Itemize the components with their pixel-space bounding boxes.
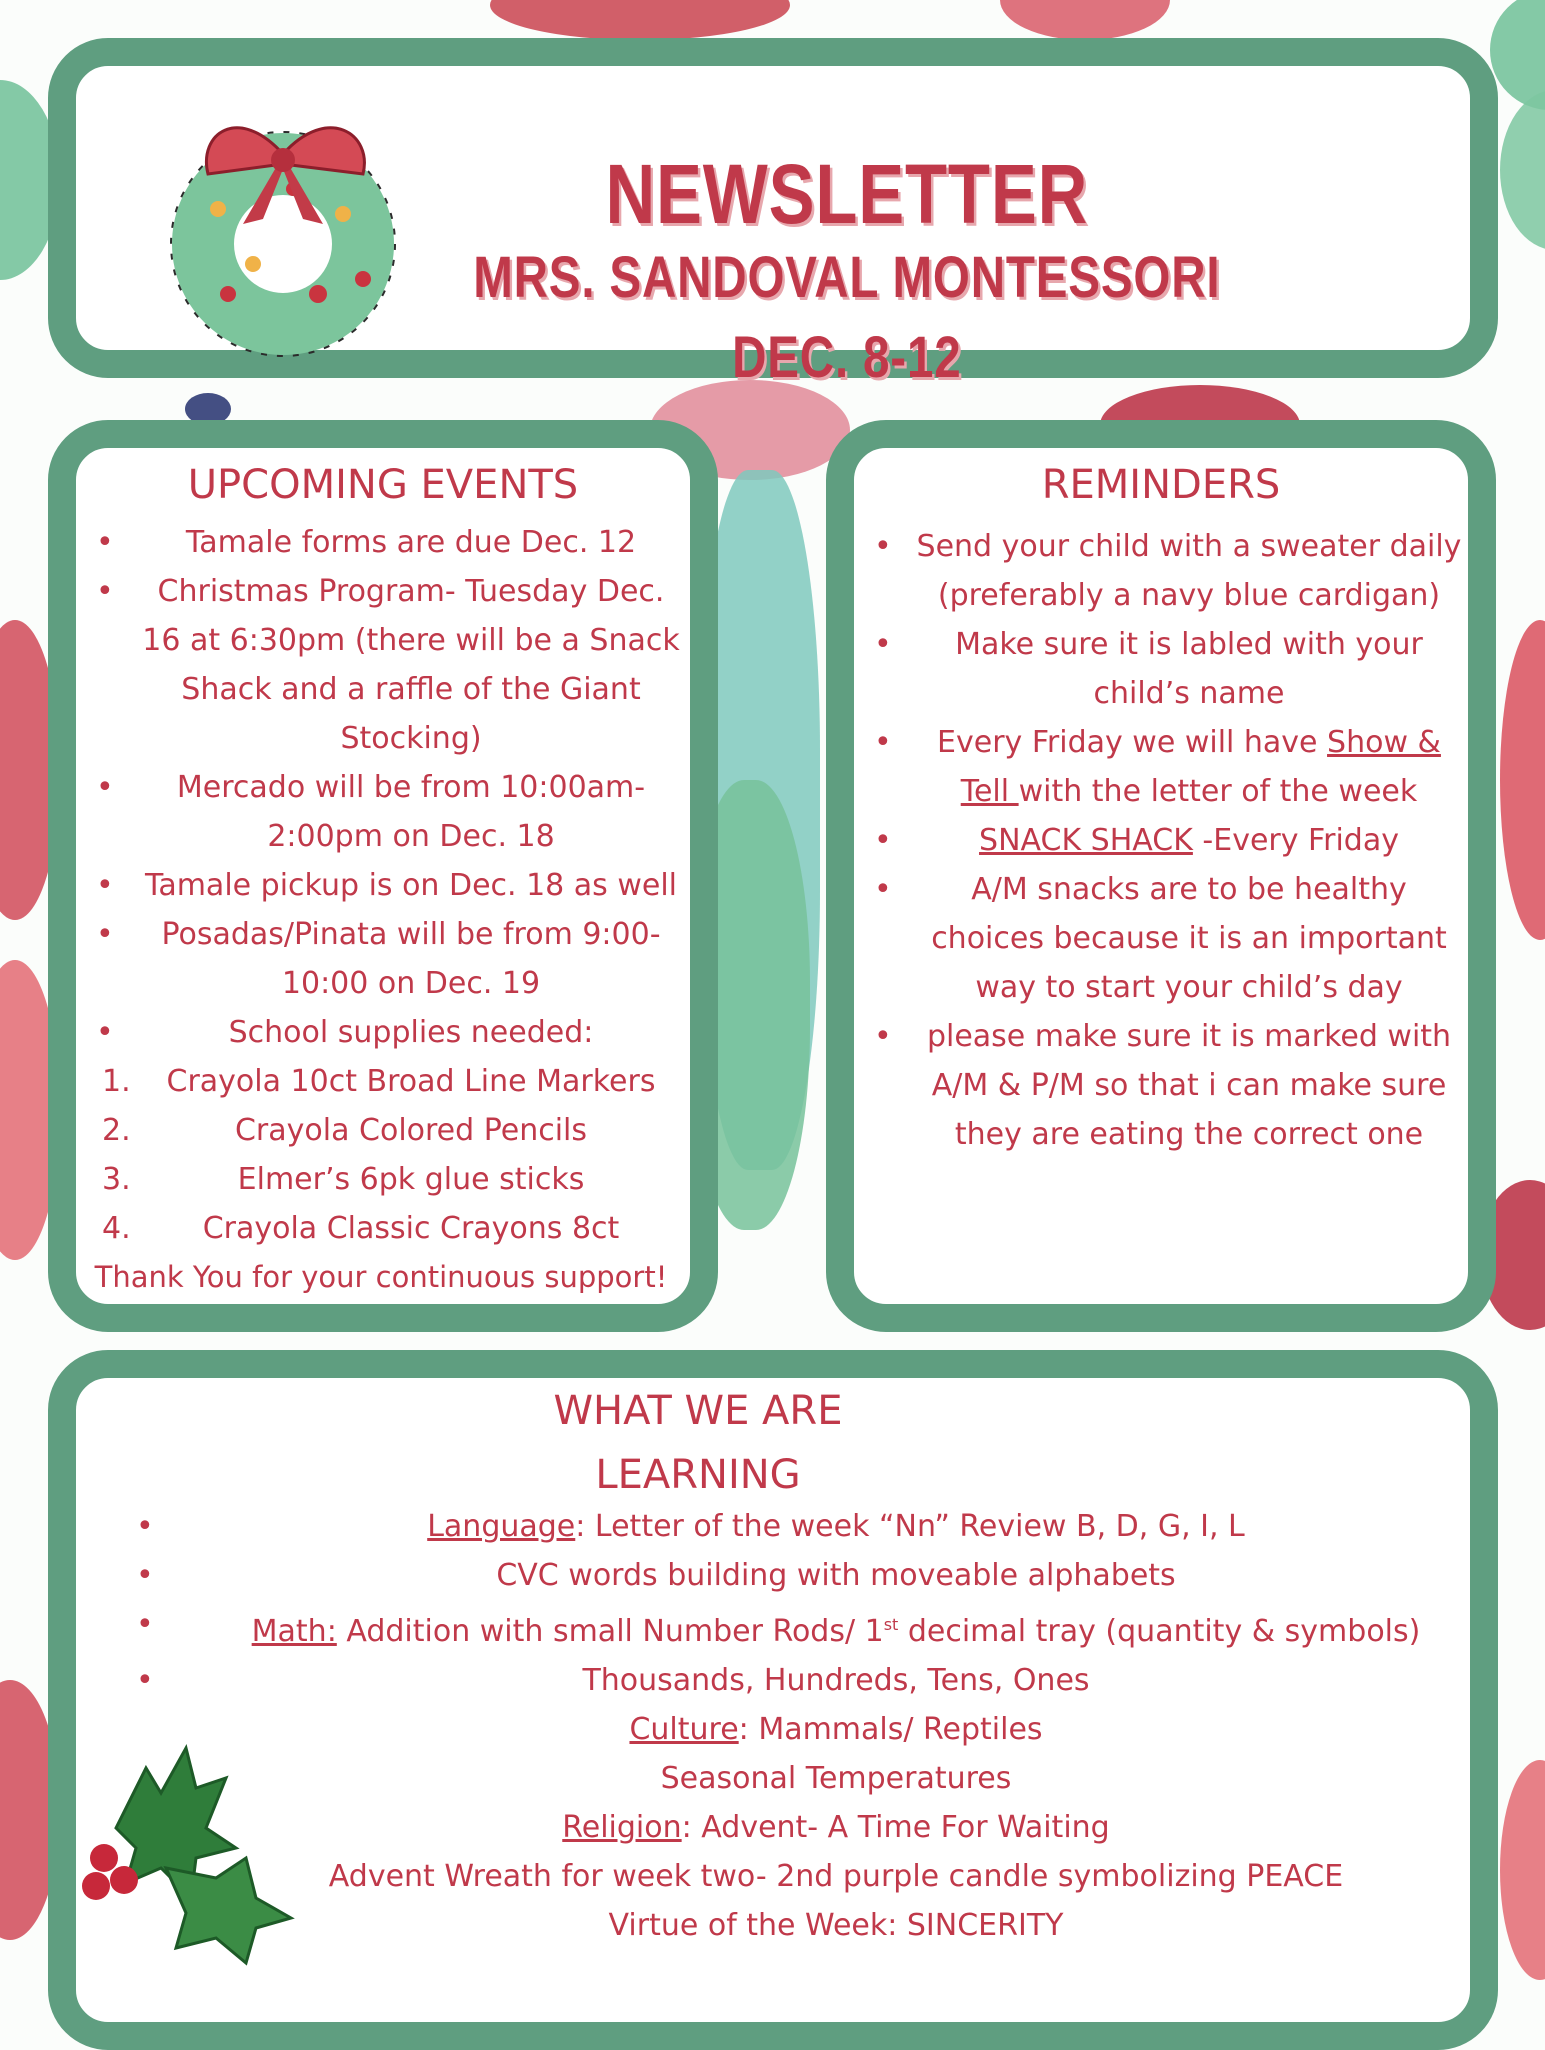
culture-line bbox=[106, 1705, 1440, 1754]
list-item: • Mercado will be from 10:00am-2:00pm on Dec. 18 bbox=[76, 763, 690, 861]
supply-text: Crayola 10ct Broad Line Markers bbox=[166, 1064, 656, 1099]
snack-shack-text: SNACK SHACK bbox=[979, 823, 1193, 858]
supply-text: Elmer’s 6pk glue sticks bbox=[237, 1162, 585, 1197]
reminders-title: REMINDERS bbox=[1041, 462, 1281, 508]
reminders-list bbox=[854, 522, 1468, 1159]
supply-number: 2. bbox=[102, 1113, 131, 1148]
list-item bbox=[854, 816, 1468, 865]
list-item: • Tamale forms are due Dec. 12 bbox=[76, 518, 690, 567]
list-item: • Make sure it is labled with your child’s name bbox=[854, 620, 1468, 718]
list-item: • Tamale pickup is on Dec. 18 as well bbox=[76, 861, 690, 910]
upcoming-events-title: UPCOMING EVENTS bbox=[187, 462, 579, 508]
supply-number: 1. bbox=[102, 1064, 131, 1099]
advent-line: Advent Wreath for week two- 2nd purple candle symbolizing PEACE bbox=[328, 1859, 1344, 1894]
culture-label: Culture bbox=[629, 1712, 739, 1747]
ordinal-suffix: st bbox=[883, 1615, 899, 1634]
learning-list bbox=[106, 1502, 1440, 1705]
newsletter-title: NEWSLETTER bbox=[605, 147, 1089, 241]
upcoming-events-panel bbox=[48, 420, 718, 1332]
list-item: • A/M snacks are to be healthy choices because it is an important way to start your child’s day bbox=[854, 865, 1468, 1012]
holly-icon bbox=[76, 1708, 296, 1968]
learning-text: : Advent- A Time For Waiting bbox=[681, 1810, 1110, 1845]
events-list bbox=[76, 518, 690, 1057]
learning-text: Addition with small Number Rods/ 1 bbox=[336, 1614, 884, 1649]
header-panel bbox=[48, 38, 1498, 390]
list-item: • Posadas/Pinata will be from 9:00-10:00 on Dec. 19 bbox=[76, 910, 690, 1008]
reminder-text: Every Friday we will have bbox=[937, 725, 1328, 760]
list-item bbox=[106, 1502, 1440, 1551]
supply-number: 4. bbox=[102, 1211, 131, 1246]
show-and-tell-text: Show & Tell bbox=[960, 725, 1441, 809]
supply-text: Crayola Colored Pencils bbox=[234, 1113, 588, 1148]
learning-text: : Mammals/ Reptiles bbox=[738, 1712, 1043, 1747]
reminders-panel bbox=[826, 420, 1496, 1332]
supply-text: Crayola Classic Crayons 8ct bbox=[202, 1211, 620, 1246]
learning-text: : Letter of the week “Nn” Review B, D, G, I, L bbox=[575, 1509, 1245, 1544]
virtue-line: Virtue of the Week: SINCERITY bbox=[608, 1908, 1064, 1943]
learning-text: decimal tray (quantity & symbols) bbox=[898, 1614, 1421, 1649]
list-item: • Thousands, Hundreds, Tens, Ones bbox=[106, 1656, 1440, 1705]
week-dates: DEC. 8-12 bbox=[732, 325, 962, 390]
list-item: • please make sure it is marked with A/M & P/M so that i can make sure they are eating the correct one bbox=[854, 1012, 1468, 1159]
list-item: • Send your child with a sweater daily (preferably a navy blue cardigan) bbox=[854, 522, 1468, 620]
list-item: • Christmas Program- Tuesday Dec. 16 at 6:30pm (there will be a Snack Shack and a raffle of the Giant Stocking) bbox=[76, 567, 690, 763]
list-item bbox=[854, 718, 1468, 816]
religion-line bbox=[106, 1803, 1440, 1852]
learning-title-line1: WHAT WE ARE bbox=[553, 1388, 843, 1434]
teacher-name: MRS. SANDOVAL MONTESSORI bbox=[473, 245, 1221, 310]
supply-item bbox=[76, 1204, 690, 1253]
supply-item bbox=[76, 1155, 690, 1204]
math-label: Math: bbox=[251, 1614, 337, 1649]
reminder-text: -Every Friday bbox=[1192, 823, 1399, 858]
supply-number: 3. bbox=[102, 1162, 131, 1197]
seasonal-line: Seasonal Temperatures bbox=[660, 1761, 1012, 1796]
list-item bbox=[106, 1600, 1440, 1656]
religion-label: Religion bbox=[562, 1810, 682, 1845]
language-label: Language bbox=[427, 1509, 576, 1544]
list-item: • School supplies needed: bbox=[76, 1008, 690, 1057]
supply-item bbox=[76, 1106, 690, 1155]
learning-title-line2: LEARNING bbox=[595, 1452, 801, 1498]
thank-you-note: Thank You for your continuous support! bbox=[94, 1260, 668, 1294]
supply-item bbox=[76, 1057, 690, 1106]
learning-panel bbox=[48, 1350, 1498, 2050]
list-item: • CVC words building with moveable alphabets bbox=[106, 1551, 1440, 1600]
reminder-text: with the letter of the week bbox=[1018, 774, 1418, 809]
